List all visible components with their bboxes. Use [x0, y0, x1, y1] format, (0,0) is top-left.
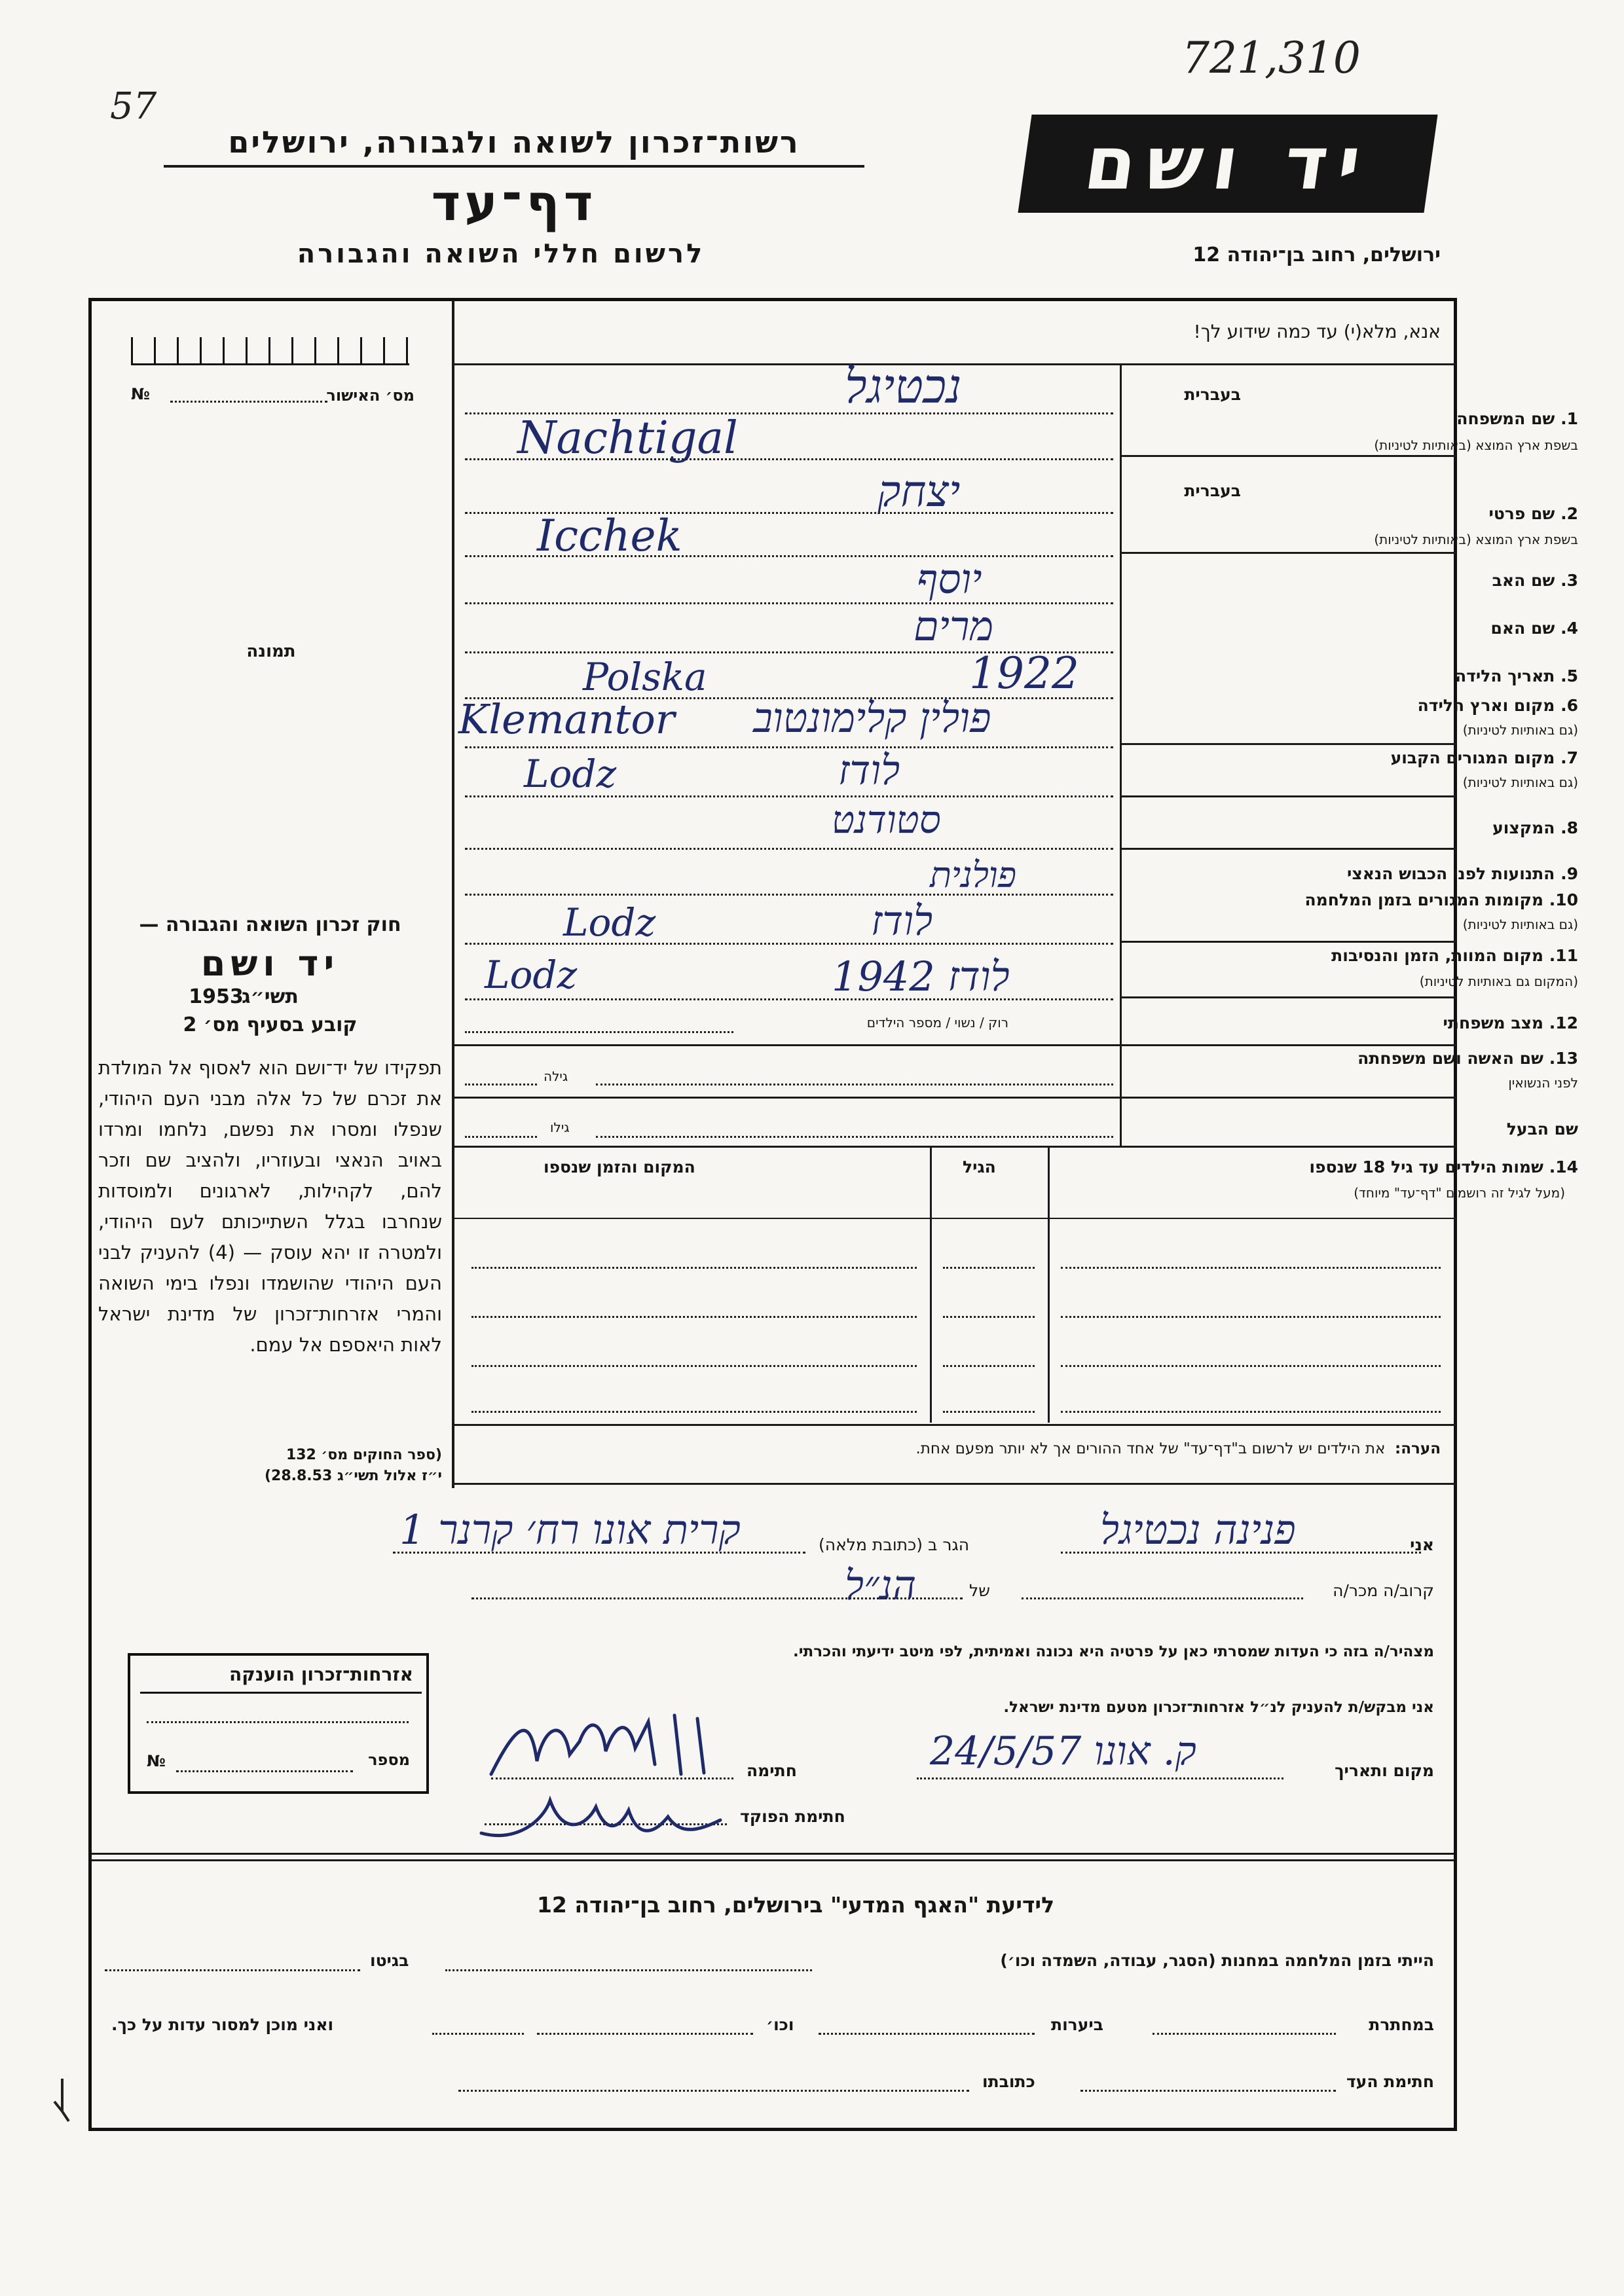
declarant-i-label: אני	[1410, 1535, 1434, 1554]
citizenship-number-label: מספר	[368, 1751, 410, 1769]
witness-signature-label: חתימת העד	[1346, 2072, 1434, 2091]
signature-label: חתימה	[747, 1761, 797, 1780]
marital-status-hint: רוק / נשוי / מספר הילדים	[866, 1015, 1008, 1030]
declarant-signature	[478, 1702, 727, 1794]
instructions: אנא, מלא(י) עד כמה שידוע לך!	[1193, 321, 1441, 342]
field-6-sub: (גם באותיות לטיניות)	[1462, 722, 1578, 738]
death-place-date-hebrew[interactable]: 1942 לודז	[832, 953, 1010, 1000]
form-subtitle: לרשום חללי השואה והגבורה	[297, 239, 705, 269]
field-5-label: 5. תאריך הלידה	[1455, 666, 1578, 685]
field-9-label: 9. התנועות לפני הכבוש הנאצי	[1347, 864, 1578, 883]
children-age-header: הגיל	[963, 1157, 996, 1176]
pre-war-movement[interactable]: פולנית	[930, 854, 1017, 896]
field-1-heb-tag: בעברית	[1184, 385, 1241, 404]
archive-number: 721,310	[1182, 33, 1361, 83]
field-2-heb-tag: בעברית	[1184, 481, 1241, 500]
of-label: של	[969, 1581, 990, 1600]
witness-address-label: כתובתו	[982, 2072, 1035, 2091]
given-name-latin[interactable]: Icchek	[537, 511, 682, 561]
relation-value[interactable]: הנ״ל	[845, 1561, 917, 1609]
relation-label: קרוב/ה מכר/ה	[1333, 1581, 1434, 1600]
gazette-ref-1: (ספר החוקים מס׳ 132	[286, 1447, 442, 1463]
wife-age-label: גילה	[544, 1068, 568, 1084]
yad-vashem-logo: יד ושם	[1018, 115, 1437, 213]
birth-year[interactable]: 1922	[969, 648, 1079, 699]
scientific-dept-title: לידיעת "האגף המדעי" בירושלים, רחוב בן־יהודה 12	[536, 1892, 1055, 1918]
declaration-text: מצהיר/ה בזה כי העדות שמסרתי כאן על פרטיה היא נכונה ואמיתית, לפי מיטב ידיעתי והכרתי.	[793, 1643, 1434, 1660]
law-title: חוק זכרון השואה והגבורה —	[139, 913, 401, 936]
given-name-hebrew[interactable]: יצחק	[877, 466, 961, 517]
field-4-label: 4. שם האם	[1490, 619, 1578, 638]
approval-number-label: מס׳ האישור	[326, 386, 415, 405]
law-year-hebrew: תשי״ג	[242, 985, 299, 1008]
declarant-address[interactable]: קרית אונו רח׳ קרנר 1	[399, 1506, 741, 1554]
camps-label: הייתי בזמן המלחמה במחנות (הסגר, עבודה, השמדה וכו׳)	[1000, 1951, 1434, 1970]
place-date-label: מקום ותאריך	[1335, 1761, 1434, 1780]
field-11-sub: (המקום גם באותיות לטיניות)	[1419, 974, 1578, 989]
declarant-name[interactable]: פנינה נכטיגל	[1100, 1506, 1296, 1554]
field-10-label: 10. מקומות המגורים בזמן המלחמה	[1304, 890, 1578, 909]
official-signature-label: חתימת הפוקד	[740, 1807, 845, 1826]
law-section: קובע בסעיף מס׳ 2	[183, 1013, 358, 1036]
address: ירושלים, רחוב בן־יהודה 12	[1192, 244, 1441, 266]
residence-hebrew[interactable]: לודז	[838, 746, 900, 794]
field-6-label: 6. מקום וארץ הלידה	[1417, 696, 1578, 715]
surname-hebrew[interactable]: נכטיגל	[845, 359, 962, 414]
header-rule	[164, 165, 864, 168]
birthplace-hebrew[interactable]: פולין קלימונטוב	[753, 694, 991, 742]
death-place-latin[interactable]: Lodz	[485, 953, 578, 997]
field-3-label: 3. שם האב	[1492, 571, 1578, 590]
underground-label: במחתרת	[1369, 2015, 1434, 2034]
children-note: הערה: את הילדים יש לרשום ב"דף־עד" של אחד ההורים אך לא יותר מפעם אחת.	[915, 1440, 1441, 1457]
citizenship-number-suffix: №	[147, 1752, 166, 1770]
field-13-label: 13. שם האשה ושם משפחתה	[1357, 1049, 1578, 1068]
field-11-label: 11. מקום המוות, הזמן והנסיבות	[1331, 946, 1578, 965]
field-10-sub: (גם באותיות לטיניות)	[1462, 917, 1578, 932]
gazette-ref-2: י״ז אלול תשי״ג 28.8.53)	[264, 1468, 442, 1484]
field-7-label: 7. מקום המגורים הקבוע	[1390, 748, 1578, 767]
citizenship-box	[128, 1653, 429, 1794]
forests-label: ביערות	[1051, 2015, 1103, 2034]
children-names-header: 14. שמות הילדים עד גיל 18 שנספו	[1309, 1157, 1578, 1176]
residing-label: הגר ב (כתובת מלאה)	[819, 1535, 970, 1554]
field-8-label: 8. המקצוע	[1492, 818, 1578, 837]
field-2-sub: בשפת ארץ המוצא (באותיות לטיניות)	[1374, 532, 1578, 547]
father-name[interactable]: יוסף	[917, 555, 982, 603]
profession[interactable]: סטודנט	[832, 797, 941, 842]
approval-number-suffix: №	[131, 385, 150, 403]
children-names-sub: (מעל לגיל זה רושמים "דף־עד" מיוחד)	[1354, 1185, 1565, 1201]
place-date-value[interactable]: ק. אונו 24/5/57	[930, 1728, 1196, 1774]
label-column-divider	[1120, 363, 1122, 1146]
law-text: תפקידו של יד־ושם הוא לאסוף אל המולדת את זכרם של כל אלה מבני העם היהודי, שנפלו ומסרו את נפשם, נלחמו ומרדו באויב הנאצי ובעוזריו, ולהציב שם וזכר להם, לקהילות, לארגונים ולמוסדות שנחרבו בגלל השתייכותם לעם היהודי, ולמטרה זו יהא עוסק — (4) להעניק לבני העם היהודי שהושמדו ונפלו בימי השואה והמרי אזרחות־זכרון של מדינת ישראל לאות היאספם אל עמם.	[98, 1057, 442, 1356]
official-signature	[471, 1781, 747, 1853]
field-7-sub: (גם באותיות לטיניות)	[1462, 774, 1578, 790]
field-1-sub: בשפת ארץ המוצא (באותיות לטיניות)	[1374, 437, 1578, 453]
field-1-label: 1. שם המשפחה	[1456, 409, 1578, 428]
children-place-header: המקום והזמן שנספו	[544, 1157, 695, 1176]
wartime-residence-latin[interactable]: Lodz	[563, 900, 656, 945]
photo-box	[92, 301, 451, 956]
mother-name[interactable]: מרים	[913, 602, 994, 650]
law-name: יד ושם	[200, 943, 340, 984]
ghetto-label: בגיטו	[370, 1951, 409, 1970]
husband-age-label: גילו	[550, 1120, 570, 1135]
birth-country-latin[interactable]: Polska	[583, 655, 707, 699]
birthplace-latin[interactable]: Klemantor	[458, 695, 675, 743]
form-title: דף־עד	[431, 173, 597, 232]
citizenship-box-title: אזרחות־זכרון הוענקה	[229, 1664, 413, 1685]
margin-number: 57	[110, 85, 157, 128]
etc-label: וכו׳	[766, 2015, 794, 2034]
wartime-residence-hebrew[interactable]: לודז	[871, 897, 933, 945]
institution-name: רשות־זכרון לשואה ולגבורה, ירושלים	[228, 124, 800, 160]
request-text: אני מבקש/ת להעניק לנ״ל אזרחות־זכרון מטעם מדינת ישראל.	[1003, 1699, 1434, 1716]
field-13-sub: לפני הנשואין	[1508, 1075, 1578, 1091]
margin-mark	[49, 2075, 75, 2128]
law-year: 1953	[189, 985, 244, 1008]
husband-name-label: שם הבעל	[1506, 1120, 1578, 1139]
field-12-label: 12. מצב משפחתי	[1443, 1013, 1578, 1032]
field-2-label: 2. שם פרטי	[1488, 504, 1578, 523]
surname-latin[interactable]: Nachtigal	[517, 412, 738, 464]
willing-testify-label: ואני מוכן למסור עדות על כך.	[111, 2015, 334, 2034]
left-column-divider	[452, 300, 454, 1488]
photo-label: תמונה	[246, 642, 296, 661]
residence-latin[interactable]: Lodz	[524, 752, 617, 796]
